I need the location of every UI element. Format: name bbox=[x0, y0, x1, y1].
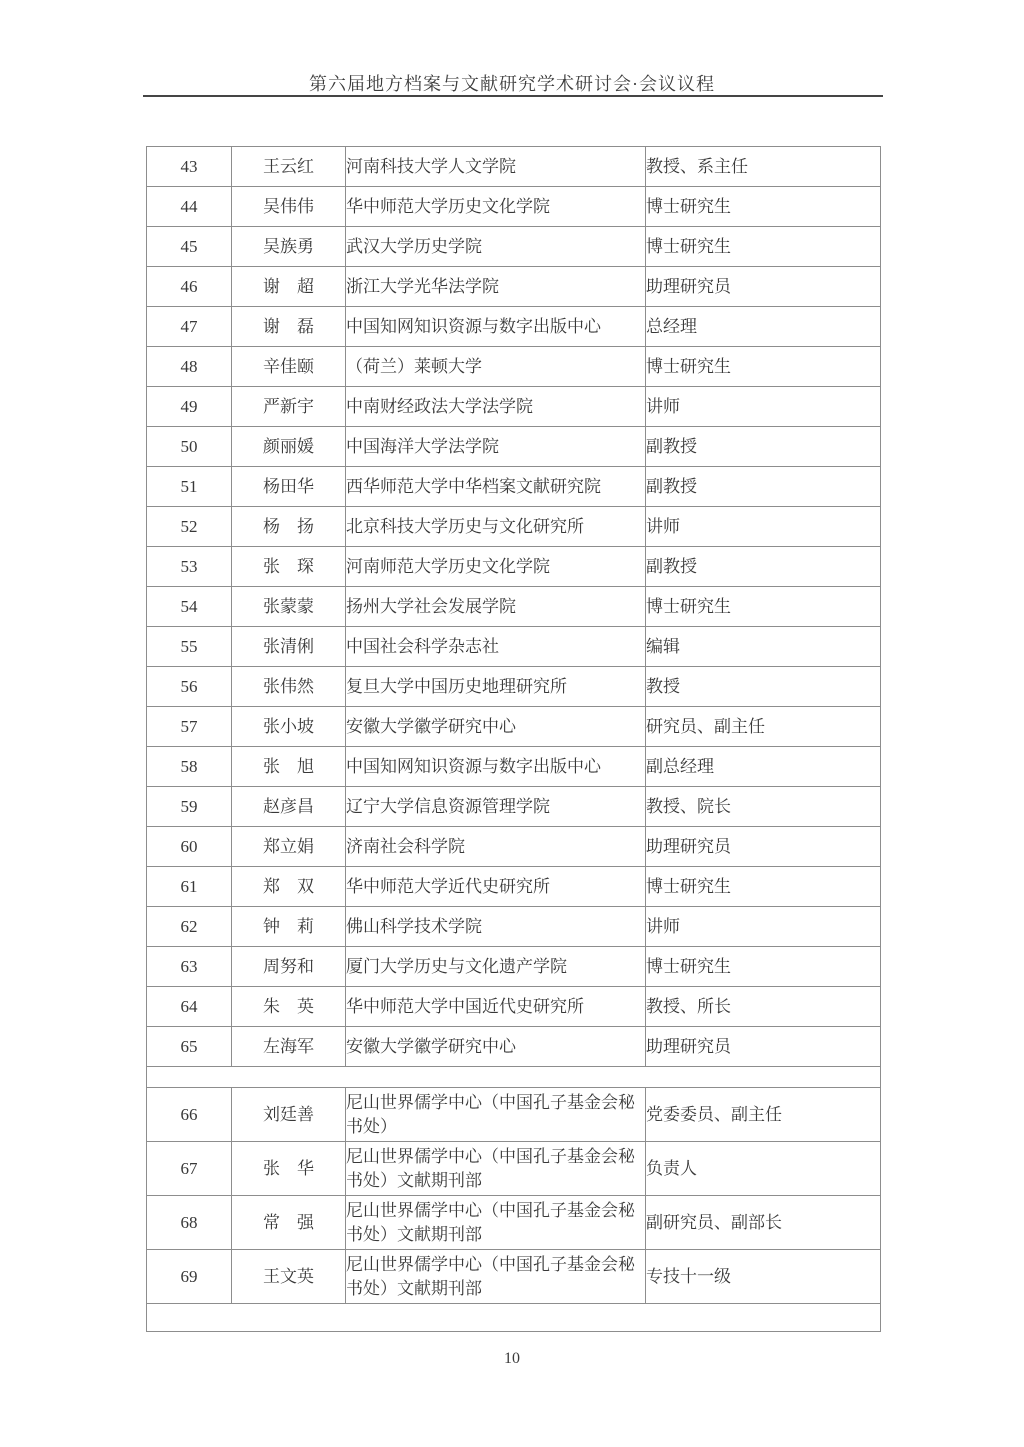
table-row bbox=[147, 987, 881, 1027]
participant-title-cell: 助理研究员 bbox=[646, 1027, 881, 1067]
row-number-cell: 60 bbox=[147, 827, 232, 867]
participant-affiliation-cell: 复旦大学中国历史地理研究所 bbox=[346, 667, 646, 707]
table-row bbox=[147, 787, 881, 827]
participant-name-cell: 郑 双 bbox=[232, 867, 346, 907]
participant-name-cell: 张 华 bbox=[232, 1142, 346, 1196]
participant-affiliation-cell: 尼山世界儒学中心（中国孔子基金会秘书处）文献期刊部 bbox=[346, 1196, 646, 1250]
participant-affiliation-cell: 华中师范大学历史文化学院 bbox=[346, 187, 646, 227]
participant-name-cell: 刘廷善 bbox=[232, 1088, 346, 1142]
row-number-cell: 45 bbox=[147, 227, 232, 267]
participant-title-cell: 讲师 bbox=[646, 507, 881, 547]
participant-affiliation-cell: 安徽大学徽学研究中心 bbox=[346, 707, 646, 747]
table-row bbox=[147, 187, 881, 227]
participant-affiliation-cell: 中国知网知识资源与数字出版中心 bbox=[346, 307, 646, 347]
page-footer bbox=[0, 1350, 1024, 1368]
table-row bbox=[147, 1142, 881, 1196]
participant-affiliation-cell: 西华师范大学中华档案文献研究院 bbox=[346, 467, 646, 507]
participant-name-cell: 张 旭 bbox=[232, 747, 346, 787]
participant-name-cell: 王云红 bbox=[232, 147, 346, 187]
row-number-cell: 61 bbox=[147, 867, 232, 907]
row-number-cell: 55 bbox=[147, 627, 232, 667]
participant-title-cell: 讲师 bbox=[646, 387, 881, 427]
participant-title-cell: 负责人 bbox=[646, 1142, 881, 1196]
participant-title-cell: 研究员、副主任 bbox=[646, 707, 881, 747]
table-row bbox=[147, 707, 881, 747]
table-row bbox=[147, 307, 881, 347]
participant-name-cell: 吴伟伟 bbox=[232, 187, 346, 227]
participant-name-cell: 吴族勇 bbox=[232, 227, 346, 267]
row-number-cell: 59 bbox=[147, 787, 232, 827]
table-row bbox=[147, 1027, 881, 1067]
participant-affiliation-cell: 河南科技大学人文学院 bbox=[346, 147, 646, 187]
participant-affiliation-cell: 尼山世界儒学中心（中国孔子基金会秘书处）文献期刊部 bbox=[346, 1142, 646, 1196]
participant-title-cell: 博士研究生 bbox=[646, 227, 881, 267]
participant-name-cell: 张伟然 bbox=[232, 667, 346, 707]
participant-title-cell: 助理研究员 bbox=[646, 827, 881, 867]
table-row bbox=[147, 627, 881, 667]
participant-affiliation-cell: 中南财经政法大学法学院 bbox=[346, 387, 646, 427]
participant-title-cell: 讲师 bbox=[646, 907, 881, 947]
table-row bbox=[147, 747, 881, 787]
participant-affiliation-cell: 华中师范大学中国近代史研究所 bbox=[346, 987, 646, 1027]
row-number-cell: 64 bbox=[147, 987, 232, 1027]
table-row bbox=[147, 387, 881, 427]
participant-affiliation-cell: 中国知网知识资源与数字出版中心 bbox=[346, 747, 646, 787]
row-number-cell: 44 bbox=[147, 187, 232, 227]
participant-name-cell: 王文英 bbox=[232, 1250, 346, 1304]
participant-affiliation-cell: 中国海洋大学法学院 bbox=[346, 427, 646, 467]
table-row bbox=[147, 947, 881, 987]
participant-affiliation-cell: 北京科技大学历史与文化研究所 bbox=[346, 507, 646, 547]
participant-title-cell: 博士研究生 bbox=[646, 947, 881, 987]
row-number-cell: 53 bbox=[147, 547, 232, 587]
header-rule bbox=[143, 95, 883, 97]
participant-affiliation-cell: 尼山世界儒学中心（中国孔子基金会秘书处） bbox=[346, 1088, 646, 1142]
participant-name-cell: 左海军 bbox=[232, 1027, 346, 1067]
participant-title-cell: 党委委员、副主任 bbox=[646, 1088, 881, 1142]
row-number-cell: 67 bbox=[147, 1142, 232, 1196]
participant-affiliation-cell: （荷兰）莱顿大学 bbox=[346, 347, 646, 387]
participant-name-cell: 杨田华 bbox=[232, 467, 346, 507]
row-number-cell: 48 bbox=[147, 347, 232, 387]
participant-title-cell: 副研究员、副部长 bbox=[646, 1196, 881, 1250]
participant-name-cell: 杨 扬 bbox=[232, 507, 346, 547]
table-row bbox=[147, 667, 881, 707]
participant-affiliation-cell: 河南师范大学历史文化学院 bbox=[346, 547, 646, 587]
spacer-row-cell bbox=[147, 1067, 881, 1088]
participant-name-cell: 严新宇 bbox=[232, 387, 346, 427]
row-number-cell: 58 bbox=[147, 747, 232, 787]
participant-name-cell: 张清俐 bbox=[232, 627, 346, 667]
participant-affiliation-cell: 尼山世界儒学中心（中国孔子基金会秘书处）文献期刊部 bbox=[346, 1250, 646, 1304]
participant-name-cell: 辛佳颐 bbox=[232, 347, 346, 387]
participant-title-cell: 编辑 bbox=[646, 627, 881, 667]
row-number-cell: 62 bbox=[147, 907, 232, 947]
table-row bbox=[147, 147, 881, 187]
row-number-cell: 43 bbox=[147, 147, 232, 187]
participant-affiliation-cell: 武汉大学历史学院 bbox=[346, 227, 646, 267]
participant-roster-table bbox=[146, 146, 881, 1332]
participant-affiliation-cell: 扬州大学社会发展学院 bbox=[346, 587, 646, 627]
spacer-row bbox=[147, 1067, 881, 1088]
table-row bbox=[147, 227, 881, 267]
participant-title-cell: 教授、院长 bbox=[646, 787, 881, 827]
row-number-cell: 65 bbox=[147, 1027, 232, 1067]
participant-title-cell: 教授、系主任 bbox=[646, 147, 881, 187]
participant-affiliation-cell: 辽宁大学信息资源管理学院 bbox=[346, 787, 646, 827]
participant-affiliation-cell: 中国社会科学杂志社 bbox=[346, 627, 646, 667]
table-row bbox=[147, 827, 881, 867]
participant-title-cell: 博士研究生 bbox=[646, 867, 881, 907]
row-number-cell: 52 bbox=[147, 507, 232, 547]
participant-title-cell: 专技十一级 bbox=[646, 1250, 881, 1304]
row-number-cell: 63 bbox=[147, 947, 232, 987]
participant-title-cell: 副教授 bbox=[646, 427, 881, 467]
table-row bbox=[147, 507, 881, 547]
participant-name-cell: 张 琛 bbox=[232, 547, 346, 587]
participant-name-cell: 谢 磊 bbox=[232, 307, 346, 347]
row-number-cell: 46 bbox=[147, 267, 232, 307]
row-number-cell: 66 bbox=[147, 1088, 232, 1142]
participant-affiliation-cell: 安徽大学徽学研究中心 bbox=[346, 1027, 646, 1067]
table-row bbox=[147, 867, 881, 907]
empty-tail-row bbox=[147, 1304, 881, 1332]
row-number-cell: 56 bbox=[147, 667, 232, 707]
row-number-cell: 51 bbox=[147, 467, 232, 507]
table-row bbox=[147, 1088, 881, 1142]
table-row bbox=[147, 467, 881, 507]
table-row bbox=[147, 1196, 881, 1250]
participant-title-cell: 博士研究生 bbox=[646, 587, 881, 627]
participant-affiliation-cell: 济南社会科学院 bbox=[346, 827, 646, 867]
participant-title-cell: 博士研究生 bbox=[646, 347, 881, 387]
row-number-cell: 49 bbox=[147, 387, 232, 427]
row-number-cell: 68 bbox=[147, 1196, 232, 1250]
participant-name-cell: 赵彦昌 bbox=[232, 787, 346, 827]
participant-title-cell: 教授 bbox=[646, 667, 881, 707]
row-number-cell: 47 bbox=[147, 307, 232, 347]
participant-affiliation-cell: 佛山科学技术学院 bbox=[346, 907, 646, 947]
participant-name-cell: 谢 超 bbox=[232, 267, 346, 307]
page-number: 10 bbox=[504, 1350, 520, 1367]
table-row bbox=[147, 427, 881, 467]
participant-affiliation-cell: 华中师范大学近代史研究所 bbox=[346, 867, 646, 907]
participant-name-cell: 钟 莉 bbox=[232, 907, 346, 947]
participant-affiliation-cell: 浙江大学光华法学院 bbox=[346, 267, 646, 307]
participant-title-cell: 副教授 bbox=[646, 467, 881, 507]
participant-title-cell: 教授、所长 bbox=[646, 987, 881, 1027]
table-row bbox=[147, 1250, 881, 1304]
participant-affiliation-cell: 厦门大学历史与文化遗产学院 bbox=[346, 947, 646, 987]
table-row bbox=[147, 587, 881, 627]
table-row bbox=[147, 347, 881, 387]
table-row bbox=[147, 547, 881, 587]
row-number-cell: 54 bbox=[147, 587, 232, 627]
empty-tail-row-cell bbox=[147, 1304, 881, 1332]
table-row bbox=[147, 267, 881, 307]
table-row bbox=[147, 907, 881, 947]
participant-title-cell: 总经理 bbox=[646, 307, 881, 347]
row-number-cell: 69 bbox=[147, 1250, 232, 1304]
participant-name-cell: 颜丽媛 bbox=[232, 427, 346, 467]
participant-title-cell: 助理研究员 bbox=[646, 267, 881, 307]
participant-name-cell: 常 强 bbox=[232, 1196, 346, 1250]
participant-name-cell: 周努和 bbox=[232, 947, 346, 987]
page-header-title: 第六届地方档案与文献研究学术研讨会·会议议程 bbox=[309, 74, 715, 94]
participant-name-cell: 张小坡 bbox=[232, 707, 346, 747]
participant-name-cell: 张蒙蒙 bbox=[232, 587, 346, 627]
participant-title-cell: 副教授 bbox=[646, 547, 881, 587]
row-number-cell: 57 bbox=[147, 707, 232, 747]
participant-title-cell: 博士研究生 bbox=[646, 187, 881, 227]
row-number-cell: 50 bbox=[147, 427, 232, 467]
participant-title-cell: 副总经理 bbox=[646, 747, 881, 787]
participant-name-cell: 郑立娟 bbox=[232, 827, 346, 867]
participant-name-cell: 朱 英 bbox=[232, 987, 346, 1027]
